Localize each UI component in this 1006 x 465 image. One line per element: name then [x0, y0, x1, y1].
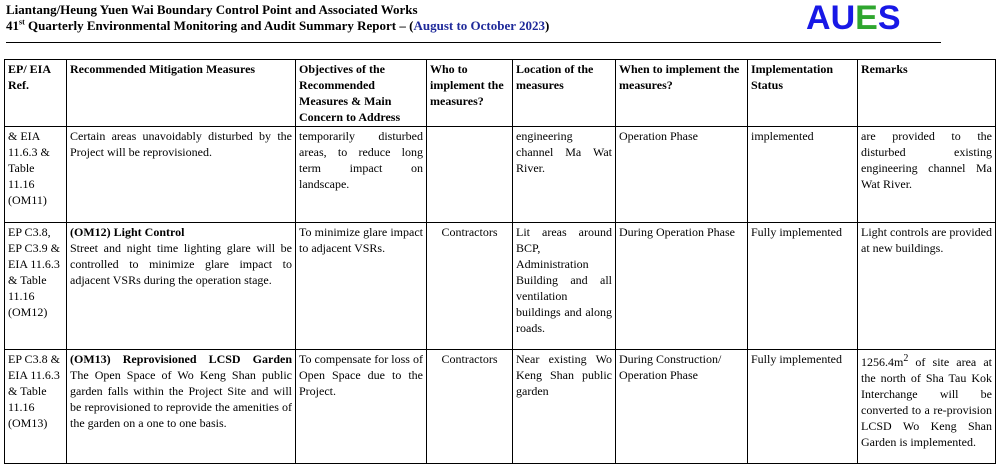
- col-header-when: When to implement the measures?: [616, 60, 748, 127]
- col-header-objectives: Objectives of the Recommended Measures & Main Concern to Address: [296, 60, 427, 127]
- remarks-text: of site area at the north of Sha Tau Kok Interchange will be converted to a re-provision LCSD Wo Keng Shan Garden is implemented.: [861, 355, 992, 449]
- measure-title: (OM12) Light Control: [70, 225, 185, 239]
- remarks-area: 1256.4m: [861, 355, 904, 369]
- cell-when: During Construction/ Operation Phase: [616, 350, 748, 464]
- cell-status: Fully implemented: [748, 223, 858, 350]
- cell-ref: EP C3.8 & EIA 11.6.3 & Table 11.16 (OM13): [5, 350, 67, 464]
- cell-location: engineering channel Ma Wat River.: [513, 127, 616, 223]
- cell-when: During Operation Phase: [616, 223, 748, 350]
- col-header-measures: Recommended Mitigation Measures: [67, 60, 296, 127]
- cell-measure: [67, 223, 296, 350]
- quarter-suffix: st: [19, 17, 25, 27]
- cell-status: implemented: [748, 127, 858, 223]
- cell-measure: [67, 127, 296, 223]
- report-subtitle: [6, 18, 549, 34]
- measure-title: (OM13) Reprovisioned LCSD Garden: [70, 352, 292, 366]
- cell-who: Contractors: [427, 350, 513, 464]
- col-header-remarks: Remarks: [858, 60, 996, 127]
- mitigation-measures-table: [4, 59, 996, 464]
- cell-measure: [67, 350, 296, 464]
- report-name: Quarterly Environmental Monitoring and Audit Summary Report – (: [24, 18, 414, 33]
- quarter-number: 41: [6, 18, 19, 33]
- table-header-row: [5, 60, 996, 127]
- logo-letter-s: S: [877, 0, 901, 37]
- header-divider: [6, 42, 941, 43]
- cell-objective: To minimize glare impact to adjacent VSRs.: [296, 223, 427, 350]
- cell-remarks: [858, 350, 996, 464]
- table-row: [5, 350, 996, 464]
- col-header-location: Location of the measures: [513, 60, 616, 127]
- measure-text: The Open Space of Wo Keng Shan public garden falls within the Project Site and will be reprovisioned to reprovide the amenities of the garden on a one to one basis.: [70, 368, 292, 430]
- cell-remarks: are provided to the disturbed existing engineering channel Ma Wat River.: [858, 127, 996, 223]
- logo-letter-u: U: [830, 0, 856, 37]
- table-row: [5, 223, 996, 350]
- cell-location: Near existing Wo Keng Shan public garden: [513, 350, 616, 464]
- cell-ref: EP C3.8, EP C3.9 & EIA 11.6.3 & Table 11.16 (OM12): [5, 223, 67, 350]
- cell-when: Operation Phase: [616, 127, 748, 223]
- project-title: Liantang/Heung Yuen Wai Boundary Control Point and Associated Works: [6, 2, 418, 17]
- remarks-area-unit: 2: [903, 353, 909, 364]
- col-header-ref: EP/ EIA Ref.: [5, 60, 67, 127]
- logo-letter-e: E: [855, 0, 878, 37]
- report-period: August to October 2023: [413, 18, 546, 33]
- col-header-status: Implementation Status: [748, 60, 858, 127]
- cell-ref: & EIA 11.6.3 & Table 11.16 (OM11): [5, 127, 67, 223]
- cell-status: Fully implemented: [748, 350, 858, 464]
- cell-location: Lit areas around BCP, Administration Building and all ventilation buildings and along roads.: [513, 223, 616, 350]
- cell-remarks: Light controls are provided at new buildings.: [858, 223, 996, 350]
- report-header: [6, 2, 549, 34]
- measure-text: Street and night time lighting glare will be controlled to minimize glare impact to adjacent VSRs during the operation stage.: [70, 241, 292, 287]
- measure-text: Certain areas unavoidably disturbed by the Project will be reprovisioned.: [70, 129, 292, 159]
- aues-logo: [806, 0, 901, 36]
- cell-who: Contractors: [427, 223, 513, 350]
- logo-letter-a: A: [806, 0, 831, 37]
- col-header-who: Who to implement the measures?: [427, 60, 513, 127]
- cell-who: [427, 127, 513, 223]
- closing-paren: ): [545, 18, 550, 33]
- cell-objective: temporarily disturbed areas, to reduce long term impact on landscape.: [296, 127, 427, 223]
- cell-objective: To compensate for loss of Open Space due to the Project.: [296, 350, 427, 464]
- table-row: [5, 127, 996, 223]
